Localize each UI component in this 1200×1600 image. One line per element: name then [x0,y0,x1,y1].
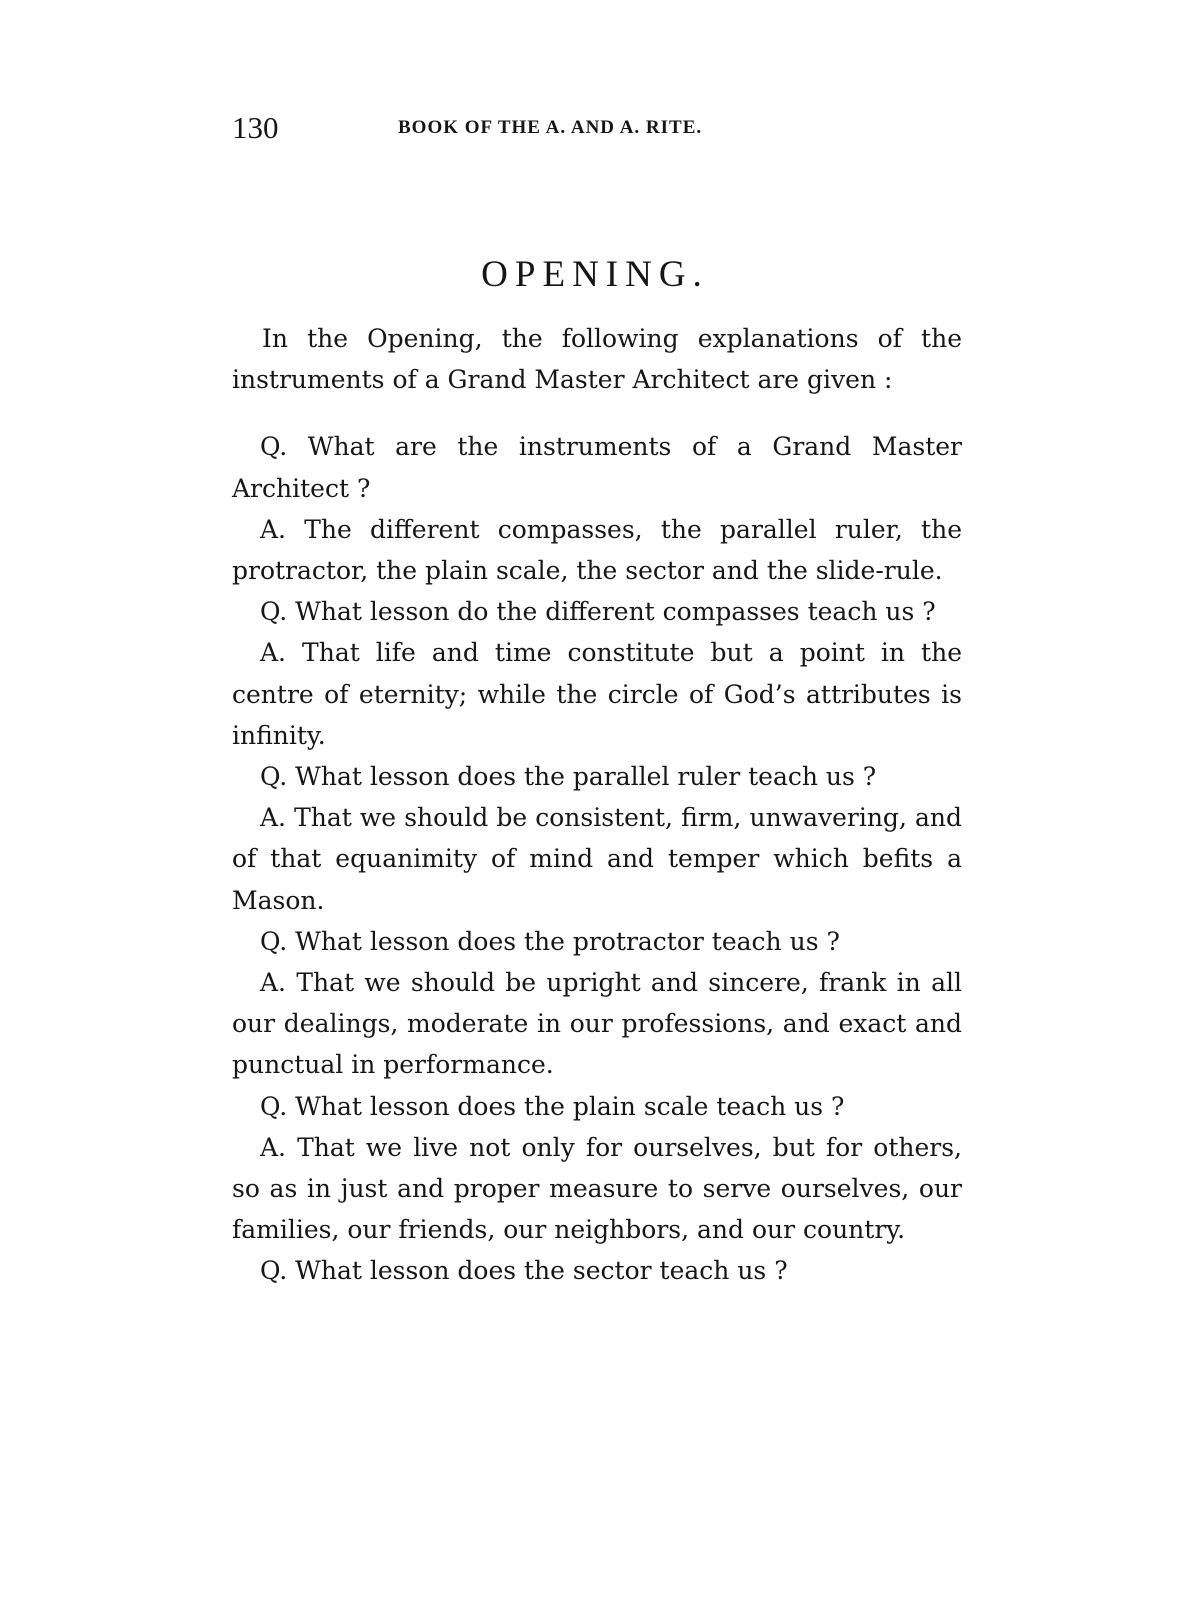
question-4: Q. What lesson does the protractor teach us ? [260,926,840,956]
question-6: Q. What lesson does the sector teach us ? [260,1256,788,1286]
intro-paragraph: In the Opening, the following explanations of the instruments of a Grand Master Architect are given : [232,324,962,395]
answer-3: A. That we should be consistent, firm, unwavering, and of that equanimity of mind and temper which befits a Mason. [232,803,962,915]
answer-2: A. That life and time constitute but a point in the centre of eternity; while the circle of God’s attributes is infinity. [232,638,962,750]
question-3: Q. What lesson does the parallel ruler teach us ? [260,762,877,792]
page-number: 130 [232,110,279,145]
answer-5: A. That we live not only for ourselves, but for others, so as in just and proper measure to serve ourselves, our families, our friends, our neighbors, and our country. [232,1132,962,1245]
body-text [232,318,962,1292]
section-heading: OPENING. [481,253,709,295]
question-1: Q. What are the instruments of a Grand Master Architect ? [232,432,962,503]
answer-1: A. The different compasses, the parallel ruler, the protractor, the plain scale, the sector and the slide-rule. [232,514,962,586]
question-5: Q. What lesson does the plain scale teach us ? [260,1091,845,1121]
running-head [232,108,972,148]
answer-4: A. That we should be upright and sincere, frank in all our dealings, moderate in our professions, and exact and punctual in performance. [232,968,962,1080]
question-2: Q. What lesson do the different compasses teach us ? [260,597,936,627]
running-title: BOOK OF THE A. AND A. RITE. [398,117,703,138]
